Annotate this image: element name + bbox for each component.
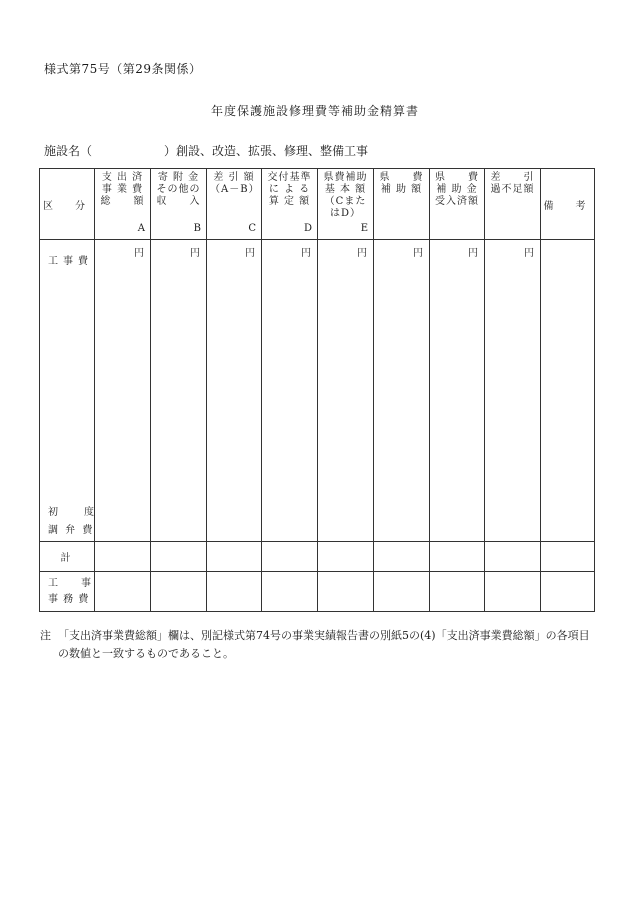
cell-donations [151, 240, 207, 542]
row-label-office-fee: 工 事 事 務 費 [40, 572, 95, 612]
header-label: 差 引 過不足額 [490, 172, 535, 195]
table-cell [95, 572, 151, 612]
row-label-construction: 工事費 [48, 256, 93, 267]
header-label: 県 費 補 助 金 受入済額 [435, 172, 479, 207]
table-cell [95, 542, 151, 572]
yen-unit: 円 [245, 248, 255, 259]
header-letter: E [360, 223, 368, 234]
header-letter: A [137, 223, 145, 234]
row-label-initial-fee: 初 度 調 弁 費 [48, 507, 96, 536]
row-label-total: 計 [40, 542, 95, 572]
facility-line: 施設名（ ）創設、改造、拡張、修理、整備工事 [44, 144, 369, 158]
cell-remarks [541, 240, 595, 542]
header-standard-amount [262, 169, 318, 240]
header-letter: B [193, 223, 201, 234]
table-cell [262, 572, 318, 612]
document-title: 年度保護施設修理費等補助金精算書 [210, 104, 419, 118]
office-fee-row [40, 572, 595, 612]
header-label: 支 出 済 事 業 費 総 額 [100, 172, 145, 207]
footnote [40, 627, 590, 663]
cell-surplus-deficit [485, 240, 541, 542]
header-difference [207, 169, 262, 240]
header-letter: D [303, 223, 312, 234]
table-cell [374, 542, 430, 572]
table-cell [262, 542, 318, 572]
table-cell [151, 572, 207, 612]
table-cell [541, 542, 595, 572]
header-subsidy-amount [374, 169, 430, 240]
table-cell [207, 542, 262, 572]
row-label-cell [40, 240, 95, 542]
yen-unit: 円 [190, 248, 200, 259]
header-letter: C [248, 223, 256, 234]
header-row [40, 169, 595, 240]
yen-unit: 円 [357, 248, 367, 259]
header-remarks: 備 考 [541, 169, 595, 240]
table-cell [541, 572, 595, 612]
cell-standard-amount [262, 240, 318, 542]
table-cell [374, 572, 430, 612]
table-cell [485, 572, 541, 612]
header-label: 県費補助 基 本 額 （Cまた はD） [323, 172, 368, 219]
cell-subsidy-amount [374, 240, 430, 542]
cell-difference [207, 240, 262, 542]
yen-unit: 円 [413, 248, 423, 259]
yen-unit: 円 [301, 248, 311, 259]
header-label: 寄 附 金 その他の 収 入 [156, 172, 201, 207]
yen-unit: 円 [134, 248, 144, 259]
header-donations [151, 169, 207, 240]
table-cell [318, 572, 374, 612]
header-base-amount [318, 169, 374, 240]
table-cell [430, 572, 485, 612]
header-total-expenditure [95, 169, 151, 240]
table-cell [151, 542, 207, 572]
cell-total-expenditure [95, 240, 151, 542]
total-row [40, 542, 595, 572]
footnote-text: 「支出済事業費総額」欄は、別記様式第74号の事業実績報告書の別紙5の(4)「支出済事業費総額」の各項目の数値と一致するものであること。 [58, 629, 590, 660]
yen-unit: 円 [468, 248, 478, 259]
table-cell [318, 542, 374, 572]
table-cell [430, 542, 485, 572]
header-category: 区 分 [40, 169, 95, 240]
settlement-table [39, 168, 595, 612]
table-cell [207, 572, 262, 612]
cell-subsidy-received [430, 240, 485, 542]
yen-unit: 円 [524, 248, 534, 259]
cell-base-amount [318, 240, 374, 542]
header-label: 差 引 額 （A－B） [210, 172, 260, 195]
table-cell [485, 542, 541, 572]
construction-row [40, 240, 595, 542]
form-number: 様式第75号（第29条関係） [44, 62, 202, 76]
footnote-mark: 注 [40, 629, 51, 642]
header-label: 県 費 補 助 額 [379, 172, 424, 195]
header-label: 交付基準 に よ る 算 定 額 [267, 172, 312, 207]
header-subsidy-received [430, 169, 485, 240]
header-surplus-deficit [485, 169, 541, 240]
